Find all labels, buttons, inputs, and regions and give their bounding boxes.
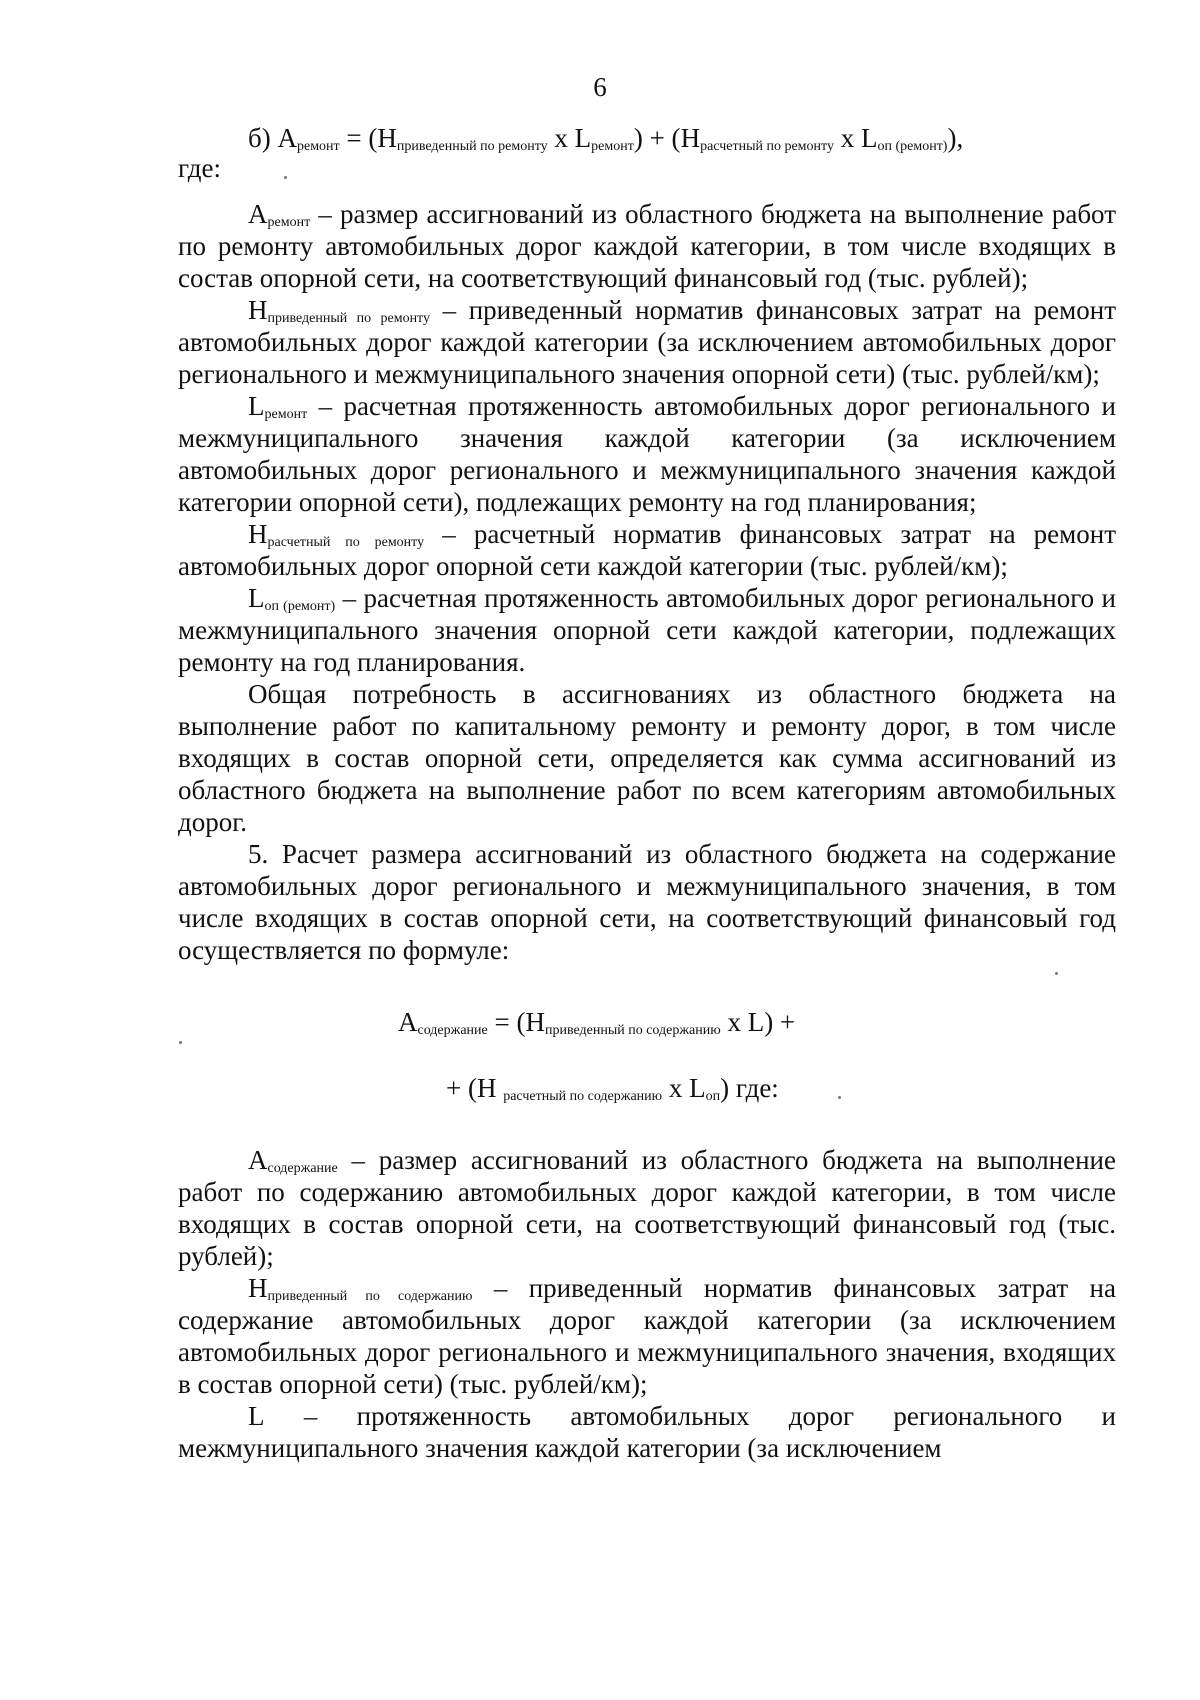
formula-maintenance-line-2 xyxy=(178,1072,1116,1104)
definition-h-calculated-repair: $Н_{расчетный по ремонту}$ – расчетный норматив финансовых затрат на ремонт автомобильных дорог опорной сети каждой категории (тыс. рублей/км); xyxy=(178,519,1116,581)
scan-speck xyxy=(1055,972,1058,975)
definition-l-network-repair: $L_{оп (ремонт)}$ – расчетная протяженность автомобильных дорог регионального и межмуниципального значения опорной сети каждой категории, подлежащих ремонту на год планирования. xyxy=(178,583,1116,677)
formula-repair xyxy=(178,122,1116,183)
definition-a-repair: $А_{ремонт}$ – размер ассигнований из областного бюджета на выполнение работ по ремонту автомобильных дорог каждой категории, в том числе входящих в состав опорной сети, на соответствующий финансовый год (тыс. рублей); xyxy=(178,199,1116,293)
formula-repair-where: где: xyxy=(178,153,221,183)
formula-maintenance-expression-2: + (Н $_{расчетный по содержанию}$ х $L_{оп}$) где: xyxy=(446,1073,779,1104)
page-number: 6 xyxy=(593,72,607,102)
scan-speck xyxy=(838,1096,841,1099)
scan-speck xyxy=(179,1041,182,1044)
formula-maintenance-line-1 xyxy=(178,1006,1116,1038)
scan-speck xyxy=(284,176,287,179)
definition-h-reduced-repair: $Н_{приведенный по ремонту}$ – приведенный норматив финансовых затрат на ремонт автомобильных дорог каждой категории (за исключением автомобильных дорог регионального и межмуниципального значения опорной сети) (тыс. рублей/км); xyxy=(178,295,1116,389)
paragraph-total-need: Общая потребность в ассигнованиях из областного бюджета на выполнение работ по капитальному ремонту и ремонту дорог, в том числе входящих в состав опорной сети, определяется как сумма ассигнований из областного бюджета на выполнение работ по всем категориям автомобильных дорог. xyxy=(178,679,1116,837)
definition-l-maintenance: L – протяженность автомобильных дорог регионального и межмуниципального значения каждой категории (за исключением xyxy=(178,1401,1116,1463)
definition-h-reduced-maintenance: $Н_{приведенный по содержанию}$ – приведенный норматив финансовых затрат на содержание автомобильных дорог каждой категории (за исключением автомобильных дорог регионального и межмуниципального значения, входящих в состав опорной сети) (тыс. рублей/км); xyxy=(178,1273,1116,1399)
definition-l-repair: $L_{ремонт}$ – расчетная протяженность автомобильных дорог регионального и межмуниципального значения каждой категории (за исключением автомобильных дорог регионального и межмуниципального значения каждой категории опорной сети), подлежащих ремонту на год планирования; xyxy=(178,391,1116,517)
formula-maintenance-expression-1: $А_{содержание} = (Н_{приведенный по содержанию}$ х L) + xyxy=(398,1007,796,1038)
definition-a-maintenance: $А_{содержание}$ – размер ассигнований из областного бюджета на выполнение работ по содержанию автомобильных дорог каждой категории, в том числе входящих в состав опорной сети, на соответствующий финансовый год (тыс. рублей); xyxy=(178,1145,1116,1271)
paragraph-section-5: 5. Расчет размера ассигнований из областного бюджета на содержание автомобильных дорог регионального и межмуниципального значения, в том числе входящих в состав опорной сети, на соответствующий финансовый год осуществляется по формуле: xyxy=(178,839,1116,965)
document-body xyxy=(178,122,1116,1464)
formula-repair-expression: б) $А_{ремонт} = (Н_{приведенный по ремонту}$ х $L_{ремонт}) + (Н_{расчетный по ремонту}$ х $L_{оп (ремонт)}$), xyxy=(248,123,964,154)
